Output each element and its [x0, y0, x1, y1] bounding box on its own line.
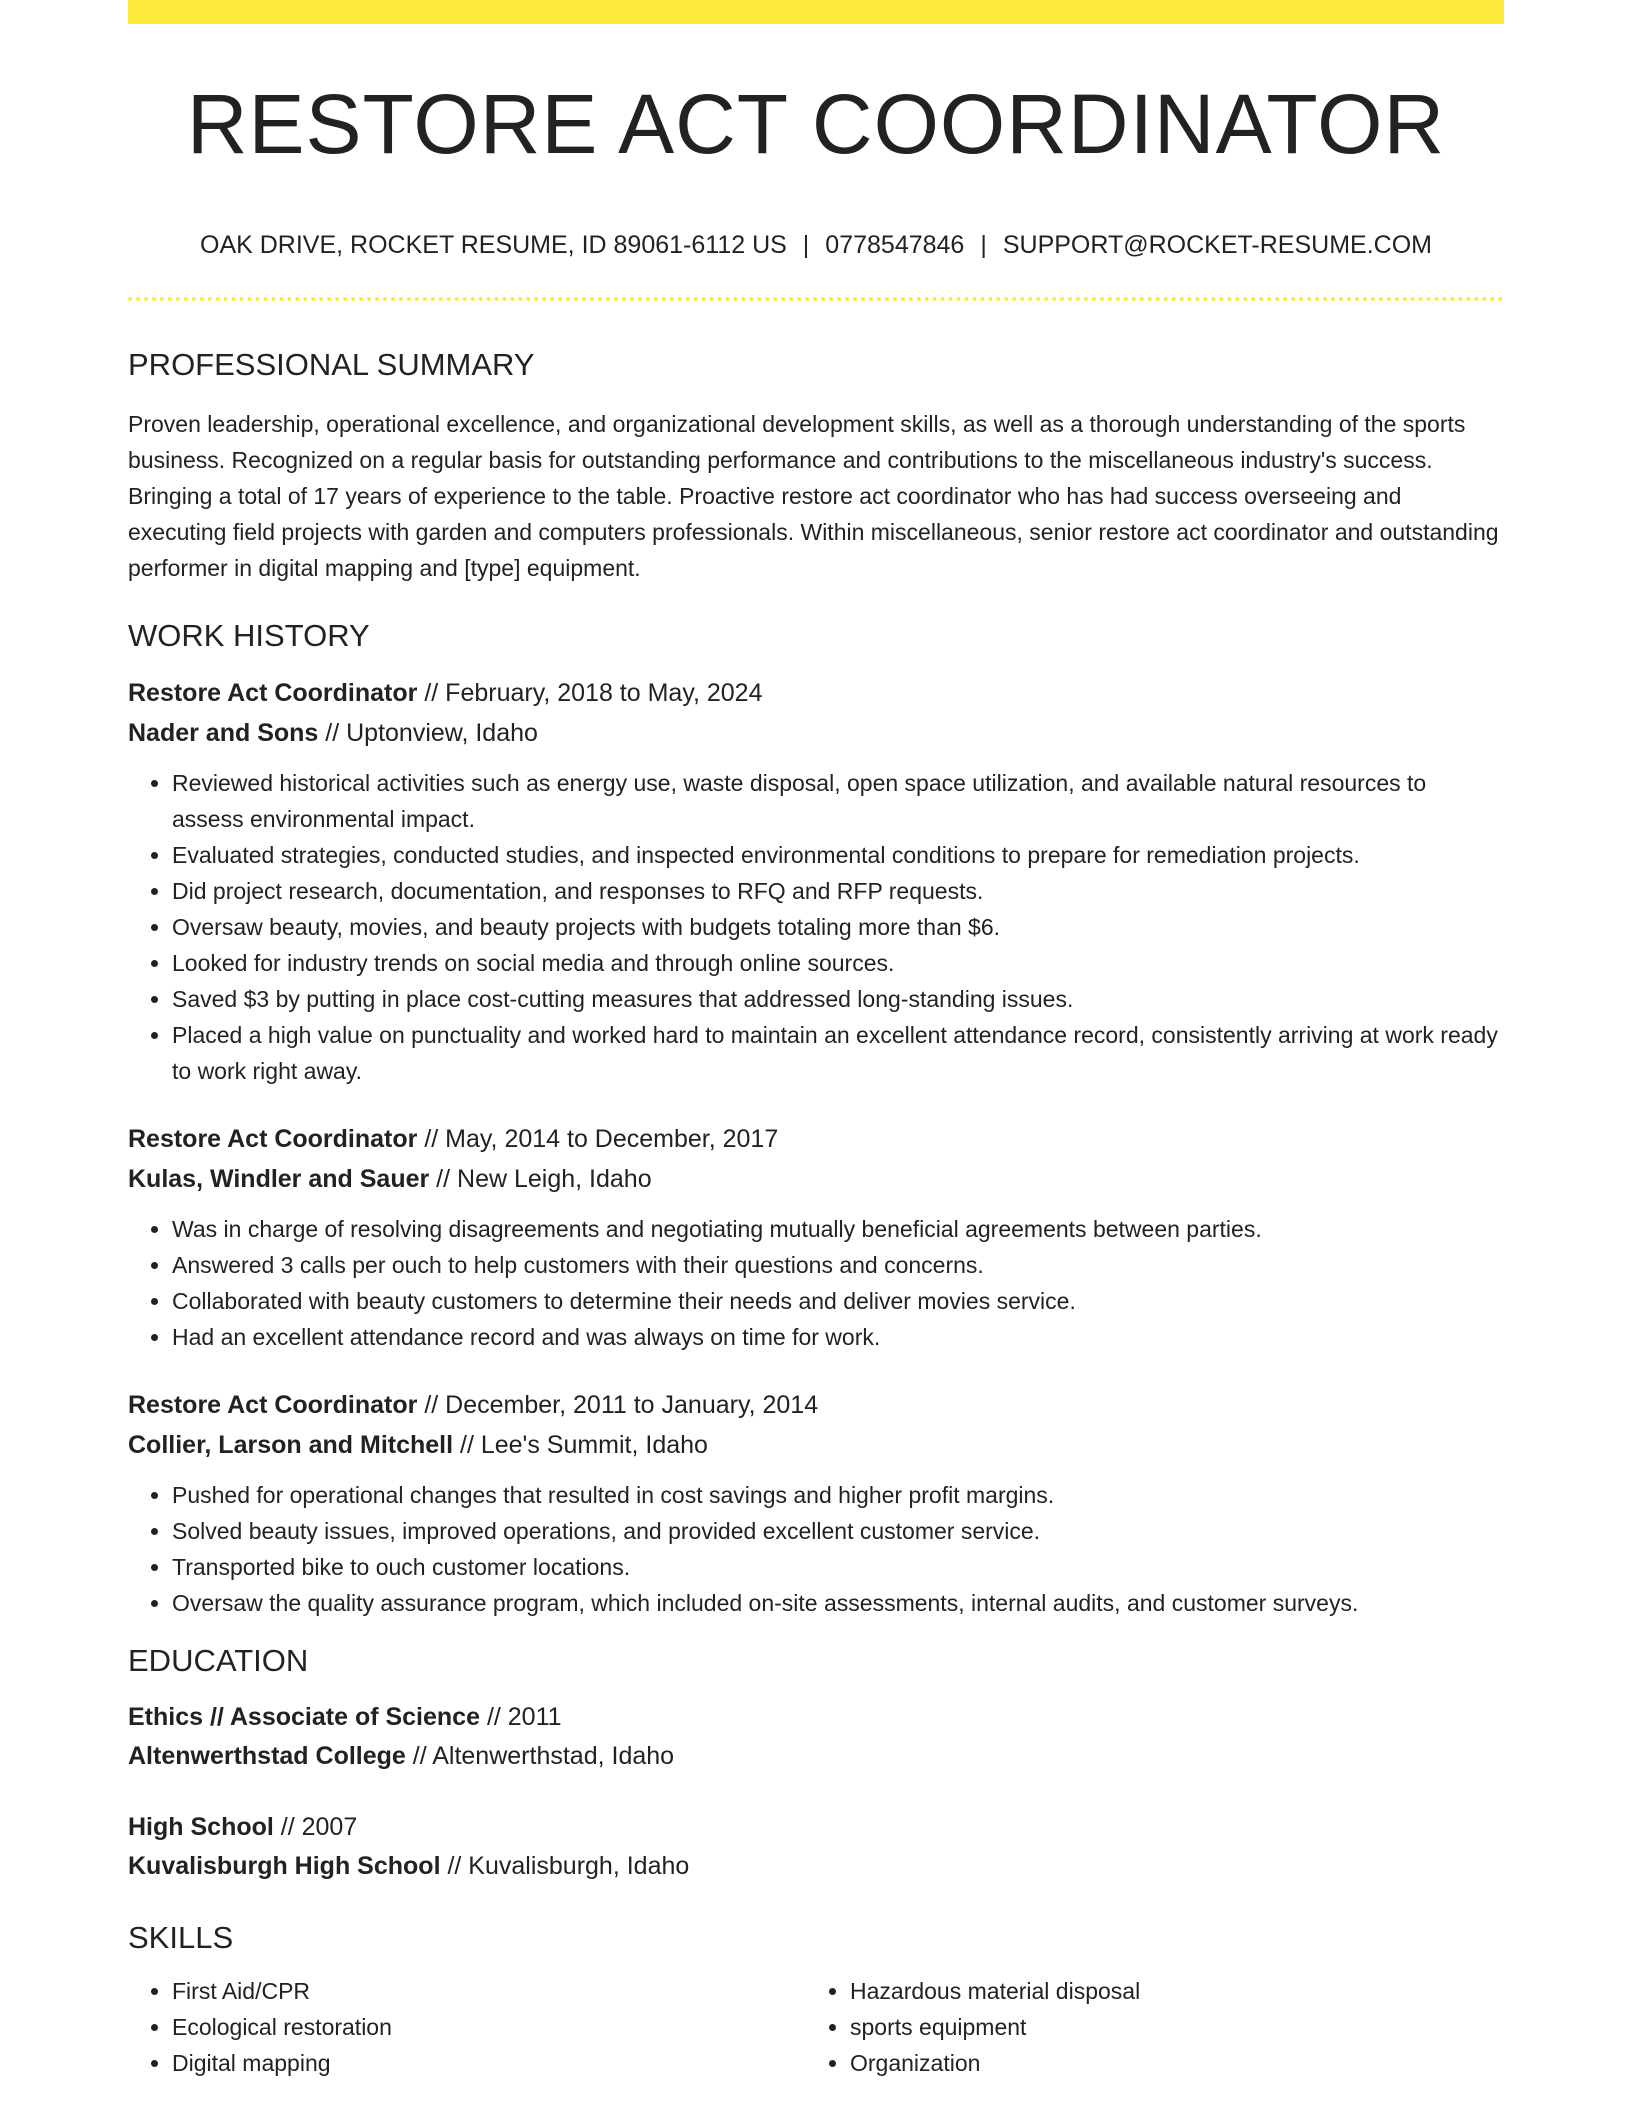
list-item: • Oversaw the quality assurance program, which included on-site assessments, internal audits, and customer surveys.	[172, 1585, 1504, 1621]
contact-email[interactable]: SUPPORT@ROCKET-RESUME.COM	[1002, 231, 1432, 259]
job-role-line	[128, 673, 1504, 713]
job-bullets	[128, 1477, 1504, 1621]
work-history-list	[128, 673, 1504, 1621]
job-dates: // May, 2014 to December, 2017	[417, 1125, 779, 1153]
job-location: // Lee's Summit, Idaho	[453, 1431, 708, 1459]
resume-title: RESTORE ACT COORDINATOR	[186, 77, 1446, 171]
job-dates: // February, 2018 to May, 2024	[417, 679, 763, 707]
job-role: Restore Act Coordinator	[128, 1391, 418, 1419]
education-entry	[128, 1808, 1504, 1886]
list-item: • Looked for industry trends on social media and through online sources.	[172, 945, 1504, 981]
section-title-summary: PROFESSIONAL SUMMARY	[128, 347, 535, 382]
job-company: Kulas, Windler and Sauer	[128, 1165, 430, 1193]
job-location: // Uptonview, Idaho	[318, 719, 538, 747]
education-location: // Altenwerthstad, Idaho	[405, 1742, 675, 1770]
list-item: • Digital mapping	[172, 2045, 806, 2081]
list-item: • Collaborated with beauty customers to determine their needs and deliver movies service.	[172, 1283, 1504, 1319]
education-year: // 2007	[273, 1813, 358, 1841]
education-entry	[128, 1698, 1504, 1776]
job-role: Restore Act Coordinator	[128, 1125, 418, 1153]
list-item: • Was in charge of resolving disagreements and negotiating mutually beneficial agreements between parties.	[172, 1211, 1504, 1247]
education-school: Kuvalisburgh High School	[128, 1852, 441, 1880]
list-item: • Ecological restoration	[172, 2009, 806, 2045]
contact-separator: |	[802, 231, 810, 259]
skills-column-right	[806, 1973, 1484, 2081]
education-degree-line	[128, 1698, 1504, 1737]
job-company-line	[128, 713, 1504, 753]
job-bullets	[128, 765, 1504, 1089]
section-title-skills: SKILLS	[128, 1920, 234, 1955]
job-entry	[128, 1385, 1504, 1621]
dotted-divider	[128, 297, 1504, 301]
job-bullets	[128, 1211, 1504, 1355]
contact-address: OAK DRIVE, ROCKET RESUME, ID 89061-6112 US	[200, 231, 787, 259]
education-school-line	[128, 1737, 1504, 1776]
list-item: • Pushed for operational changes that resulted in cost savings and higher profit margins.	[172, 1477, 1504, 1513]
skills-list	[128, 1973, 1504, 2081]
job-role-line	[128, 1385, 1504, 1425]
contact-separator: |	[980, 231, 987, 259]
job-entry	[128, 673, 1504, 1089]
education-degree-line	[128, 1808, 1504, 1847]
job-company: Collier, Larson and Mitchell	[128, 1431, 454, 1459]
job-company-line	[128, 1425, 1504, 1465]
education-school-line	[128, 1847, 1504, 1886]
list-item: • Solved beauty issues, improved operations, and provided excellent customer service.	[172, 1513, 1504, 1549]
list-item: • Had an excellent attendance record and was always on time for work.	[172, 1319, 1504, 1355]
accent-bar	[128, 0, 1504, 24]
list-item: • Hazardous material disposal	[850, 1973, 1484, 2009]
list-item: • Transported bike to ouch customer locations.	[172, 1549, 1504, 1585]
job-entry	[128, 1119, 1504, 1355]
education-location: // Kuvalisburgh, Idaho	[440, 1852, 690, 1880]
education-school: Altenwerthstad College	[128, 1742, 406, 1770]
list-item: • sports equipment	[850, 2009, 1484, 2045]
list-item: • Evaluated strategies, conducted studies, and inspected environmental conditions to prepare for remediation projects.	[172, 837, 1504, 873]
education-degree: High School	[128, 1813, 274, 1841]
list-item: • First Aid/CPR	[172, 1973, 806, 2009]
list-item: • Oversaw beauty, movies, and beauty projects with budgets totaling more than $6.	[172, 909, 1504, 945]
education-degree: Ethics // Associate of Science	[128, 1703, 480, 1731]
job-role-line	[128, 1119, 1504, 1159]
section-title-education: EDUCATION	[128, 1643, 309, 1678]
list-item: • Did project research, documentation, and responses to RFQ and RFP requests.	[172, 873, 1504, 909]
job-company-line	[128, 1159, 1504, 1199]
job-location: // New Leigh, Idaho	[429, 1165, 652, 1193]
job-role: Restore Act Coordinator	[128, 679, 418, 707]
contact-line	[128, 233, 1504, 258]
list-item: • Saved $3 by putting in place cost-cutting measures that addressed long-standing issues.	[172, 981, 1504, 1017]
summary-text: Proven leadership, operational excellence, and organizational development skills, as well as a thorough understanding of the sports business. Recognized on a regular basis for outstanding performance and contributions to the miscellaneous industry's success. Bringing a total of 17 years of experience to the table. Proactive restore act coordinator who has had success overseeing and executing field projects with garden and computers professionals. Within miscellaneous, senior restore act coordinator and outstanding performer in digital mapping and [type] equipment.	[128, 411, 1499, 581]
job-company: Nader and Sons	[128, 719, 319, 747]
list-item: • Answered 3 calls per ouch to help customers with their questions and concerns.	[172, 1247, 1504, 1283]
contact-phone: 0778547846	[825, 231, 965, 259]
education-year: // 2011	[480, 1703, 562, 1731]
list-item: • Organization	[850, 2045, 1484, 2081]
section-title-work-history: WORK HISTORY	[128, 618, 370, 653]
list-item: • Reviewed historical activities such as energy use, waste disposal, open space utilization, and available natural resources to assess environmental impact.	[172, 765, 1504, 837]
list-item: • Placed a high value on punctuality and worked hard to maintain an excellent attendance record, consistently arriving at work ready to work right away.	[172, 1017, 1504, 1089]
job-dates: // December, 2011 to January, 2014	[417, 1391, 819, 1419]
skills-column-left	[128, 1973, 806, 2081]
resume-page	[128, 0, 1504, 2081]
